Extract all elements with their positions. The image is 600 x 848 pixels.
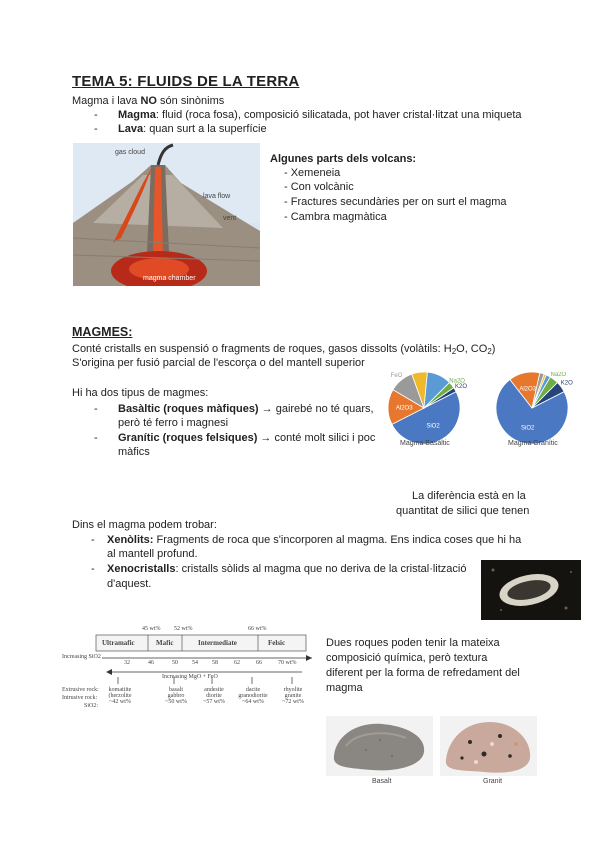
bullet-dash: - — [91, 563, 95, 575]
mgo-axis-label: Increasing MgO + FeO — [162, 674, 218, 680]
granite-caption: Granit — [483, 778, 503, 785]
pie-label: Al2O3 — [395, 405, 413, 412]
basaltic-text2: però té ferro i magnesi — [118, 417, 229, 429]
magmes-line1-post: ) — [491, 343, 496, 355]
tick-label: 62 — [234, 660, 240, 666]
rock-extrusive: rhyolite — [283, 687, 303, 693]
xenocristalls-text: : cristalls sòlids al magma que no deriva de la cristal·lització — [175, 563, 467, 575]
rock-intrusive: granite — [284, 693, 302, 699]
rock-sio2: ~42 wt% — [109, 699, 131, 705]
volcano-part-item: - Xemeneia — [284, 167, 341, 179]
inside-intro: Dins el magma podem trobar: — [72, 519, 217, 531]
xenolits-text2: al mantell profund. — [107, 548, 198, 560]
tick-label: 54 — [192, 660, 198, 666]
category-label: Felsic — [268, 639, 286, 647]
magma-text: : fluid (roca fosa), composició silicatada, pot haver cristal·litzat una miqueta — [155, 109, 522, 121]
basalt-photo — [326, 716, 433, 776]
xenolits-text: Fragments de roca que s'incorporen al magma. Ens indica coses que hi ha — [153, 534, 522, 546]
volcano-part-item: - Con volcànic — [284, 181, 354, 193]
row-label: SiO2: — [84, 703, 99, 709]
texture-note-line: composició química, però textura — [326, 652, 488, 664]
volcano-parts-heading: Algunes parts dels volcans: — [270, 153, 417, 165]
granite-image — [440, 716, 537, 776]
pie-basaltic-caption: Magma Basàltic — [400, 440, 450, 447]
rock-sio2: ~64 wt% — [242, 699, 264, 705]
pie-basaltic — [388, 372, 467, 444]
lava-item — [94, 122, 267, 136]
texture-note-line: Dues roques poden tenir la mateixa — [326, 637, 500, 649]
rock-extrusive: komatiite — [108, 687, 132, 693]
granitic-text: → conté molt silici i poc — [257, 432, 376, 444]
texture-note-line: magma — [326, 682, 363, 694]
tick-label: 70 wt% — [278, 660, 297, 666]
basaltic-text: → gairebé no té quars, — [258, 403, 374, 415]
xenolits-term: Xenòlits: — [107, 534, 154, 546]
tick-label: 66 — [256, 660, 262, 666]
rock-column — [106, 687, 134, 705]
rock-column — [200, 687, 228, 705]
tick-label: 46 — [148, 660, 154, 666]
sio2-axis-label: Increasing SiO2 — [62, 654, 101, 660]
magmes-line1-mid: O, CO — [456, 343, 488, 355]
intro-line — [72, 94, 224, 108]
pie-granitic-caption: Magma Granític — [508, 440, 558, 447]
rock-intrusive: diorite — [206, 693, 222, 699]
xenolith-image — [481, 560, 581, 620]
volcano-label-chamber: magma chamber — [143, 275, 196, 282]
magmes-heading: MAGMES: — [72, 325, 133, 339]
granite-photo — [440, 716, 537, 776]
rock-sio2: ~50 wt% — [165, 699, 187, 705]
pie-label: Na2O — [550, 372, 567, 379]
lava-text: : quan surt a la superfície — [143, 123, 267, 135]
magmes-line2: S'origina per fusió parcial de l'escorça o del mantell superior — [72, 357, 365, 369]
xenocristalls-text2: d'aquest. — [107, 578, 152, 590]
diff-note-line2: quantitat de silici que tenen — [396, 505, 530, 517]
top-label: 66 wt% — [248, 626, 267, 632]
classification-diagram — [62, 622, 316, 720]
rock-extrusive: basalt — [169, 687, 183, 693]
xenocristalls-item — [91, 562, 467, 576]
bullet-dash: - — [94, 109, 98, 121]
volcano-part-item: - Cambra magmàtica — [284, 211, 387, 223]
granitic-text2: màfics — [118, 446, 150, 458]
rock-sio2: ~57 wt% — [203, 699, 225, 705]
row-label: Extrusive rock: — [62, 687, 99, 693]
top-label: 45 wt% — [142, 626, 161, 632]
category-label: Mafic — [156, 639, 174, 647]
xenolith-photo — [481, 560, 581, 620]
intro-bold: NO — [140, 95, 157, 107]
granitic-item — [94, 431, 376, 445]
top-label: 52 wt% — [174, 626, 193, 632]
tick-label: 32 — [124, 660, 130, 666]
magma-types-intro: Hi ha dos tipus de magmes: — [72, 387, 209, 399]
subscript: 2 — [451, 347, 457, 356]
category-label: Ultramafic — [102, 639, 135, 647]
xenolits-item — [91, 533, 522, 547]
rock-extrusive: dacite — [245, 687, 261, 693]
lava-term: Lava — [118, 123, 144, 135]
pie-granitic — [496, 372, 573, 444]
texture-note-line: diferent per la forma de refredament del — [326, 667, 520, 679]
rock-intrusive: gabbro — [167, 693, 185, 699]
magma-term: Magma — [118, 109, 156, 121]
bullet-dash: - — [91, 534, 95, 546]
granitic-term: Granític (roques felsiques) — [118, 432, 258, 444]
tick-label: 50 — [172, 660, 178, 666]
basaltic-item — [94, 402, 374, 416]
row-label: Intrusive rock: — [62, 695, 98, 701]
rock-intrusive: granodiorite — [238, 693, 268, 699]
magmes-line1-pre: Conté cristalls en suspensió o fragments de roques, gasos dissolts (volàtils: H — [72, 343, 452, 355]
rock-column — [238, 687, 268, 705]
pie-label: K2O — [455, 384, 468, 391]
rock-sio2: ~72 wt% — [282, 699, 304, 705]
rock-column — [278, 687, 308, 705]
rock-column — [162, 687, 190, 705]
pie-label: SiO2 — [521, 425, 535, 432]
intro-pre: Magma i lava — [72, 95, 141, 107]
bullet-dash: - — [94, 403, 98, 415]
pie-label: K2O — [560, 380, 573, 387]
diff-note-line1: La diferència està en la — [412, 490, 526, 502]
category-label: Intermediate — [198, 639, 237, 647]
rock-intrusive: (herzolite — [108, 693, 132, 699]
subscript: 2 — [487, 347, 492, 356]
volcano-label-lava: lava flow — [203, 193, 231, 200]
volcano-part-item: - Fractures secundàries per on surt el magma — [284, 196, 507, 208]
volcano-label-gas: gas cloud — [115, 149, 145, 156]
pie-label: Na2O — [449, 378, 465, 385]
bullet-dash: - — [94, 123, 98, 135]
tick-label: 58 — [212, 660, 218, 666]
classification-lines — [62, 622, 316, 720]
volcano-diagram — [73, 143, 260, 286]
bullet-dash: - — [94, 432, 98, 444]
pie-label: Al2O3 — [519, 386, 537, 393]
page-title: TEMA 5: FLUIDS DE LA TERRA — [72, 73, 300, 90]
intro-post: són sinònims — [156, 95, 225, 107]
pie-label: FeO — [390, 372, 403, 379]
basalt-caption: Basalt — [372, 778, 392, 785]
rock-extrusive: andesite — [204, 687, 224, 693]
pie-label: SiO2 — [426, 423, 440, 430]
basaltic-term: Basàltic (roques màfiques) — [118, 403, 259, 415]
magma-item — [94, 108, 522, 122]
xenocristalls-term: Xenocristalls — [107, 563, 176, 575]
volcano-label-vent: vent — [223, 215, 237, 222]
pie-label — [436, 372, 449, 373]
basalt-image — [326, 716, 433, 776]
